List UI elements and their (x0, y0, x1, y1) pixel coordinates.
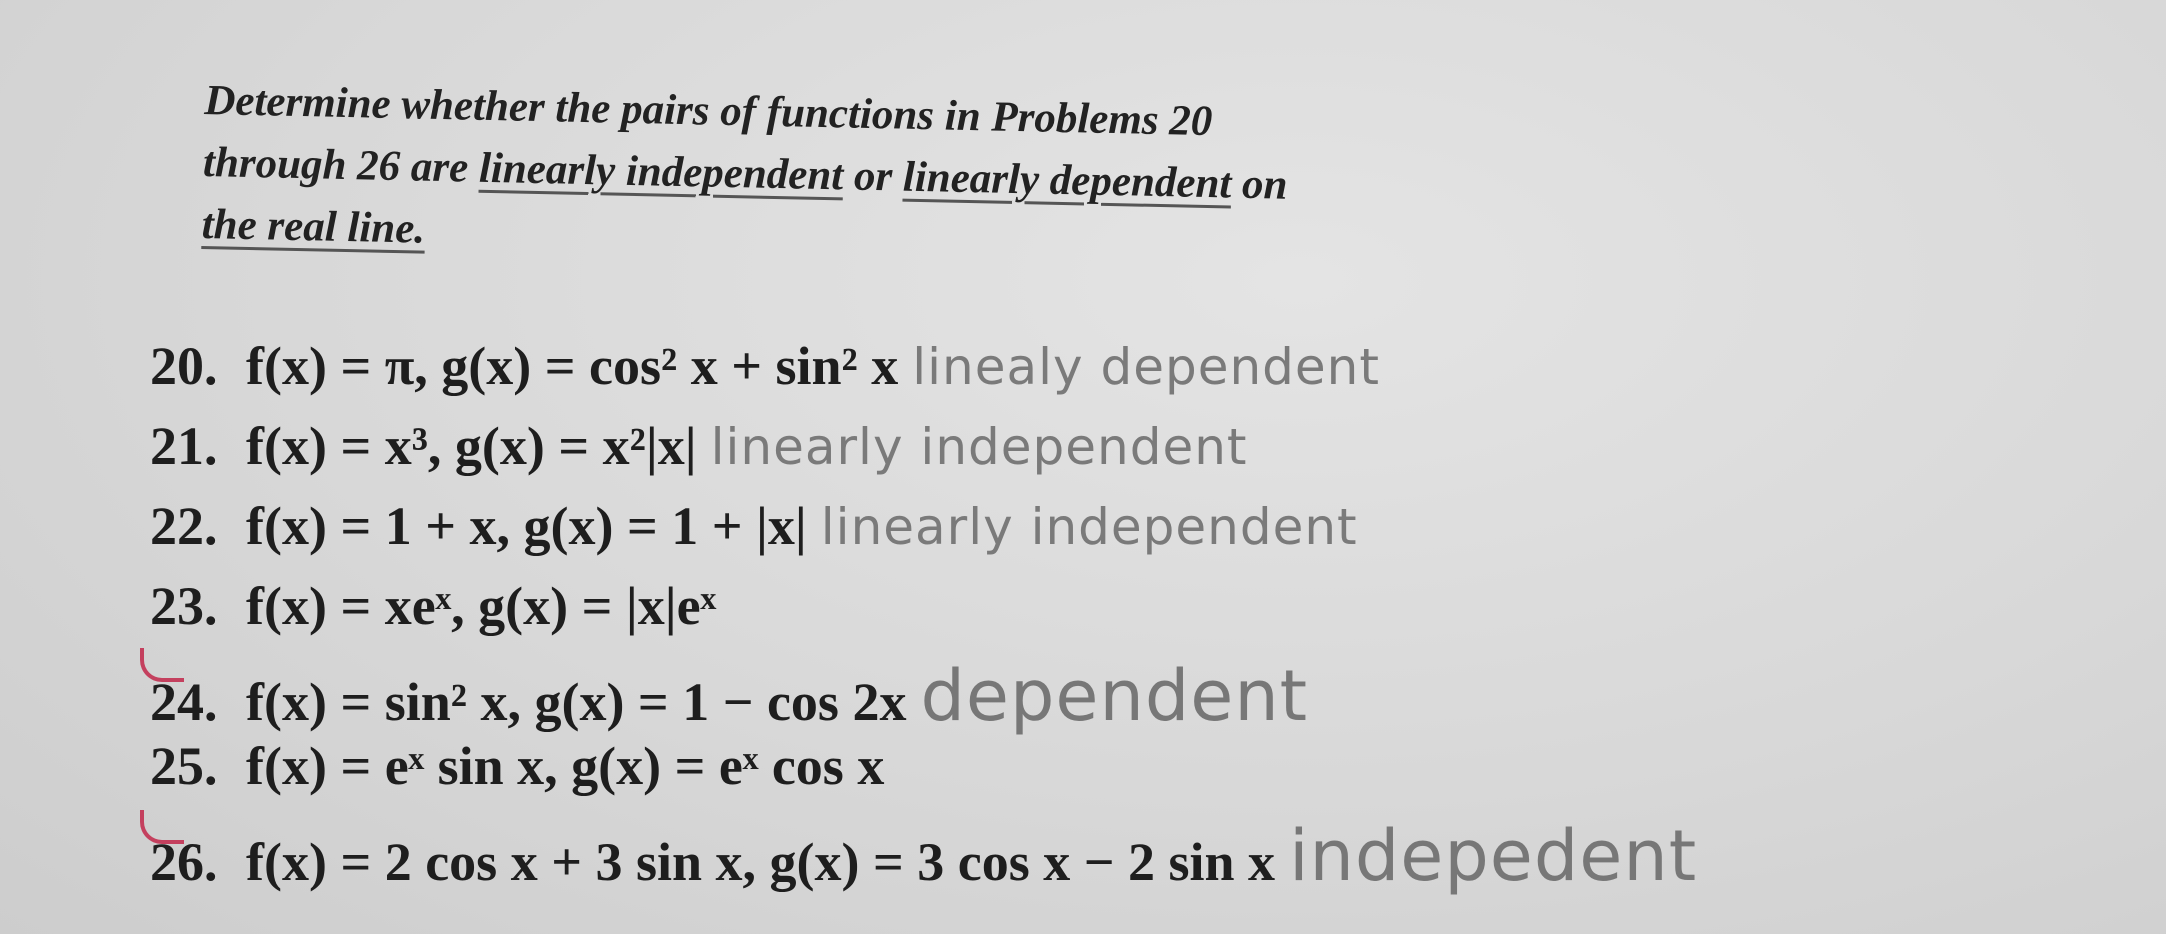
problem-number: 23. (150, 576, 218, 636)
problem-25 (150, 735, 884, 797)
underlined-linearly-independent: linearly independent (478, 144, 844, 200)
instructions-line-3: the real line. (201, 200, 426, 253)
problem-21 (150, 415, 1248, 477)
problem-expression: f(x) = sin² x, g(x) = 1 − cos 2x (246, 672, 907, 732)
instructions-line-1: Determine whether the pairs of functions in Problems 20 (203, 76, 1213, 146)
handwritten-note: indepedent (1289, 815, 1698, 897)
problem-22 (150, 495, 1358, 557)
problem-expression: f(x) = 2 cos x + 3 sin x, g(x) = 3 cos x − 2 sin x (246, 832, 1276, 892)
problem-23 (150, 575, 716, 637)
problem-26 (150, 815, 1697, 897)
instructions-line-2-or: or (842, 152, 904, 201)
handwritten-note: linealy dependent (912, 338, 1380, 396)
problem-20 (150, 335, 1380, 397)
problem-expression: f(x) = 1 + x, g(x) = 1 + |x| (246, 496, 807, 556)
problem-expression: f(x) = xeˣ, g(x) = |x|eˣ (246, 576, 717, 636)
handwritten-note: dependent (920, 655, 1309, 737)
instructions-line-2-start: through 26 are (202, 138, 480, 192)
problem-expression: f(x) = π, g(x) = cos² x + sin² x (246, 336, 899, 396)
handwritten-note: linearly independent (820, 498, 1358, 556)
red-check-mark-26 (140, 810, 184, 844)
problem-number: 24. (150, 672, 218, 732)
problem-number: 20. (150, 336, 218, 396)
problem-expression: f(x) = eˣ sin x, g(x) = eˣ cos x (246, 736, 885, 796)
instructions-line-2-end: on (1230, 160, 1288, 209)
problem-number: 26. (150, 832, 218, 892)
problem-24 (150, 655, 1308, 737)
problem-number: 25. (150, 736, 218, 796)
problem-number: 21. (150, 416, 218, 476)
problem-expression: f(x) = x³, g(x) = x²|x| (246, 416, 697, 476)
handwritten-note: linearly independent (710, 418, 1248, 476)
problem-number: 22. (150, 496, 218, 556)
red-check-mark-24 (140, 648, 184, 682)
problem-instructions (201, 70, 1805, 289)
underlined-linearly-dependent: linearly dependent (902, 153, 1232, 208)
